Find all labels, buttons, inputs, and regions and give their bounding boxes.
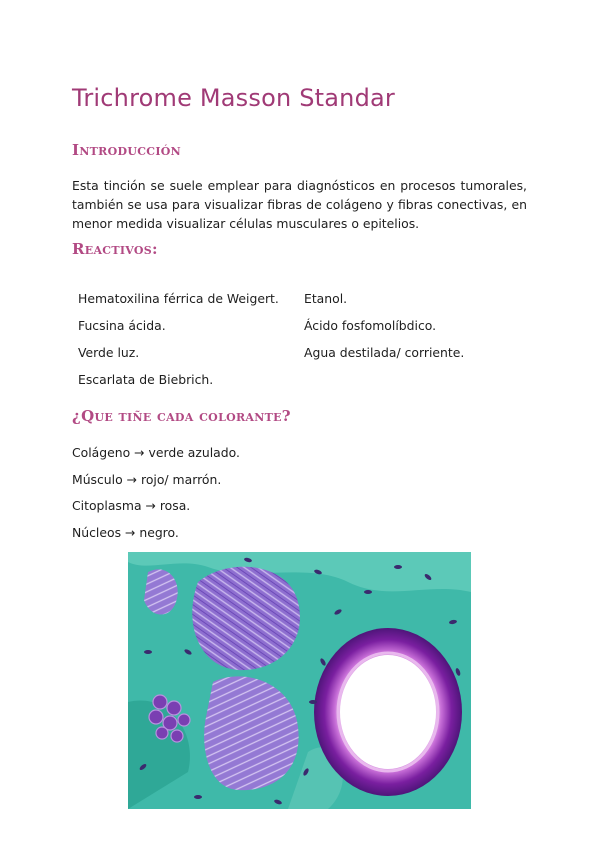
reagent-item: Hematoxilina férrica de Weigert.: [78, 291, 279, 306]
intro-paragraph: Esta tinción se suele emplear para diagnósticos en procesos tumorales, también se usa para visualizar fibras de colágeno y fibras conectivas, en menor medida visualizar células musculares o epitelios.: [72, 178, 527, 231]
reagent-item: Etanol.: [304, 291, 348, 306]
page-title: Trichrome Masson Standar: [72, 84, 395, 112]
reagents-column-1: [78, 285, 279, 393]
micrograph-image: [128, 552, 471, 809]
reagents-column-2: [304, 285, 464, 366]
reagents-heading: Reactivos:: [72, 240, 158, 258]
arrow-icon: →: [125, 524, 136, 540]
reagent-item: Ácido fosfomolíbdico.: [304, 318, 437, 333]
arrow-icon: →: [126, 471, 138, 487]
stain-item: Músculo → rojo/ marrón.: [72, 471, 222, 487]
stain-mapping-list: [72, 440, 240, 546]
stains-heading: ¿Que tiñe cada colorante?: [72, 407, 291, 425]
stain-item: Núcleos → negro.: [72, 524, 179, 540]
stain-item: Citoplasma → rosa.: [72, 498, 191, 513]
reagent-item: Agua destilada/ corriente.: [304, 345, 465, 360]
reagent-item: Verde luz.: [78, 345, 140, 360]
intro-heading: Introducción: [72, 141, 182, 159]
stain-item: Colágeno → verde azulado.: [72, 445, 240, 460]
arrow-icon: →: [145, 498, 156, 513]
reagent-item: Fucsina ácida.: [78, 318, 166, 333]
reagent-item: Escarlata de Biebrich.: [78, 372, 214, 387]
arrow-icon: →: [134, 445, 145, 460]
